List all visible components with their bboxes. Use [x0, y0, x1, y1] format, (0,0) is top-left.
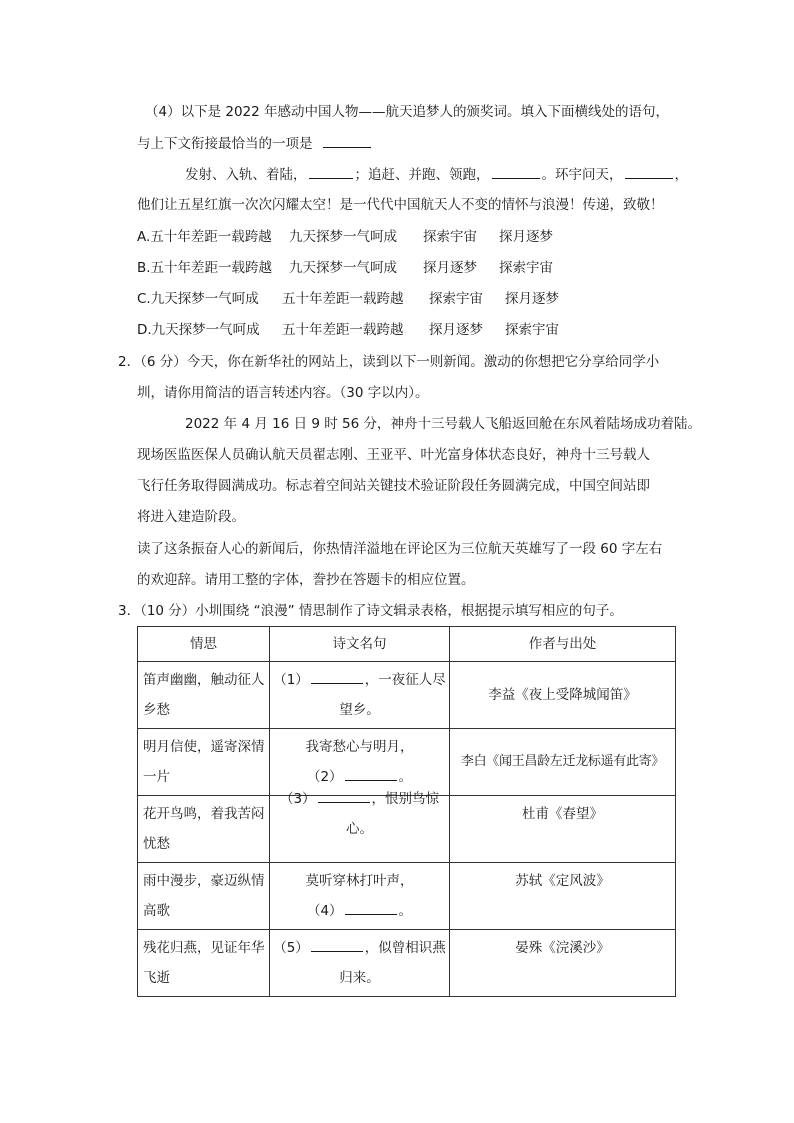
table-row: [138, 930, 676, 997]
source-cell: [450, 863, 676, 930]
fill-blank-3[interactable]: [625, 164, 673, 179]
verse-text: （2）: [306, 769, 343, 785]
news-line1: 2022 年 4 月 16 日 9 时 56 分，神舟十三号载人飞船返回舱在东风着陆场成功着陆。: [185, 416, 702, 432]
verse-text: （1）: [273, 672, 309, 688]
q4-prompt-line2: [137, 133, 373, 154]
theme-cell: 笛声幽幽，触动征人乡愁: [138, 662, 270, 729]
theme-cell: 明月信使，遥寄深情一片: [138, 729, 270, 796]
option-text: 九天探梦一气呵成: [289, 229, 397, 245]
option-text: 探索宇宙: [499, 260, 553, 276]
verse-text: （3）: [279, 791, 316, 807]
passage-text: ，: [674, 167, 688, 183]
option-text: 五十年差距一载跨越: [282, 322, 404, 338]
fill-blank-1[interactable]: [311, 669, 363, 684]
source-cell: [450, 796, 676, 863]
theme-cell: 雨中漫步，豪迈纵情高歌: [138, 863, 270, 930]
fill-blank-1[interactable]: [309, 164, 353, 179]
source-cell: [450, 930, 676, 997]
verse-text: ，似曾相识燕: [364, 940, 446, 956]
verse-text: （4）: [306, 903, 343, 919]
option-text: C.九天探梦一气呵成: [137, 291, 259, 307]
fill-blank-2[interactable]: [492, 164, 540, 179]
theme-cell: 残花归燕，见证年华飞逝: [138, 930, 270, 997]
verse-cell: [270, 930, 450, 997]
fill-blank-4[interactable]: [345, 900, 397, 915]
verse-text: 归来。: [339, 970, 380, 986]
table-row: [138, 796, 676, 863]
source-cell: 李白《闻王昌龄左迁龙标遥有此寄》: [450, 729, 676, 796]
column-header: 作者与出处: [450, 627, 676, 662]
option-text: 探月逐梦: [505, 291, 559, 307]
verse-text: ，恨别鸟惊心。: [346, 791, 440, 837]
option-text: 探索宇宙: [429, 291, 483, 307]
column-header: 诗文名句: [270, 627, 450, 662]
table-row: [138, 662, 676, 729]
news-line4: 将进入建造阶段。: [137, 509, 245, 525]
source-text: 杜甫《春望》: [522, 806, 603, 822]
passage-text: 。环宇问天，: [541, 167, 623, 183]
news-line2: 现场医监医保人员确认航天员翟志刚、王亚平、叶光富身体状态良好，神舟十三号载人: [137, 447, 650, 463]
poem-table: [137, 626, 676, 997]
verse-cell: [270, 863, 450, 930]
q2-prompt-line2: 圳，请你用简洁的语言转述内容。（30 字以内）。: [137, 385, 429, 401]
verse-text: ，一夜征人尽: [364, 672, 446, 688]
verse-text: （5）: [273, 940, 309, 956]
verse-text: 望乡。: [339, 702, 380, 718]
source-cell: 李益《夜上受降城闻笛》: [450, 662, 676, 729]
q4-passage-line1: [185, 164, 688, 185]
source-text: 晏殊《浣溪沙》: [515, 940, 610, 956]
column-header: 情思: [138, 627, 270, 662]
option-d[interactable]: [137, 320, 559, 340]
option-text: 五十年差距一载跨越: [282, 291, 404, 307]
q4-prompt-text: 与上下文衔接最恰当的一项是: [137, 136, 313, 152]
option-c[interactable]: [137, 289, 559, 309]
source-text: 苏轼《定风波》: [515, 873, 610, 889]
option-text: 探索宇宙: [505, 322, 559, 338]
verse-text: 我寄愁心与明月，: [305, 739, 414, 755]
option-a[interactable]: [137, 227, 553, 247]
option-b[interactable]: [137, 258, 553, 278]
option-text: A.五十年差距一载跨越: [137, 229, 272, 245]
verse-text: 莫听穿林打叶声，: [305, 873, 414, 889]
table-header-row: [138, 627, 676, 662]
option-text: D.九天探梦一气呵成: [137, 322, 260, 338]
verse-text: 。: [398, 903, 413, 919]
passage-text: ；追赶、并跑、领跑，: [354, 167, 490, 183]
fill-blank-3[interactable]: [318, 788, 370, 803]
fill-blank-2[interactable]: [345, 766, 397, 781]
option-text: 探月逐梦: [423, 260, 477, 276]
q2-extra-line2: 的欢迎辞。请用工整的字体，誊抄在答题卡的相应位置。: [137, 572, 475, 588]
fill-blank-5[interactable]: [311, 937, 363, 952]
q4-prompt-line1: （4）以下是 2022 年感动中国人物——航天追梦人的颁奖词。填入下面横线处的语句，: [145, 104, 670, 120]
verse-text: 。: [398, 769, 413, 785]
theme-cell: 花开鸟鸣，着我苦闷忧愁: [138, 796, 270, 863]
q2-extra-line1: 读了这条振奋人心的新闻后，你热情洋溢地在评论区为三位航天英雄写了一段 60 字左右: [137, 541, 663, 557]
option-text: 探索宇宙: [423, 229, 477, 245]
passage-text: 发射、入轨、着陆，: [185, 167, 307, 183]
verse-cell: [270, 662, 450, 729]
option-text: 探月逐梦: [429, 322, 483, 338]
option-text: 探月逐梦: [499, 229, 553, 245]
q2-prompt-line1: 2．（6 分）今天，你在新华社的网站上，读到以下一则新闻。激动的你想把它分享给同学小: [118, 354, 660, 370]
q4-passage-line2: 他们让五星红旗一次次闪耀太空！是一代代中国航天人不变的情怀与浪漫！传递，致敬！: [137, 197, 664, 213]
table-row: [138, 863, 676, 930]
news-line3: 飞行任务取得圆满成功。标志着空间站关键技术验证阶段任务圆满完成，中国空间站即: [137, 478, 650, 494]
answer-blank[interactable]: [323, 133, 371, 148]
option-text: B.五十年差距一载跨越: [137, 260, 273, 276]
option-text: 九天探梦一气呵成: [289, 260, 397, 276]
q3-prompt: 3．（10 分）小圳围绕 “浪漫” 情思制作了诗文辑录表格，根据提示填写相应的句子。: [118, 603, 623, 619]
verse-cell: [270, 791, 450, 863]
